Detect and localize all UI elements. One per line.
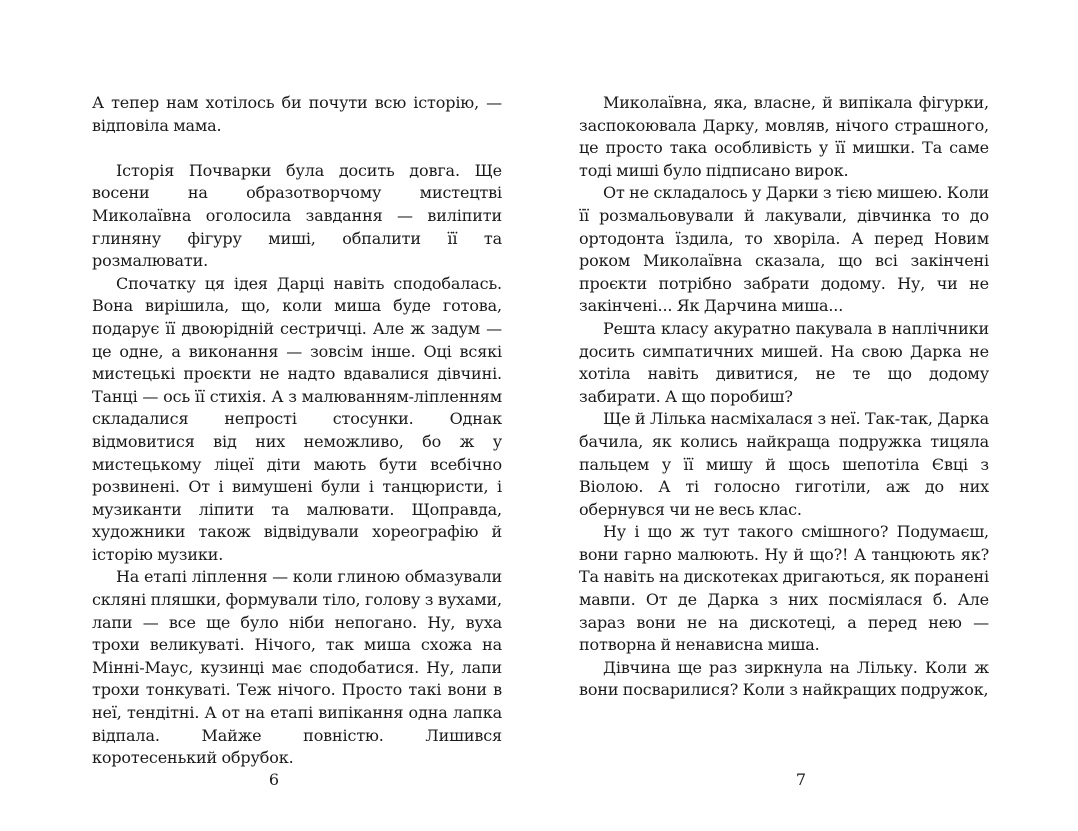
page-number-right: 7 — [795, 770, 807, 789]
paragraph: Решта класу акуратно пакувала в наплічники досить симпатичних мишей. На свою Дарка не хотіла навіть дивитися, не те що додому забирати. А що поробиш? — [579, 318, 989, 406]
paragraph: Миколаївна, яка, власне, й випікала фігурки, заспокоювала Дарку, мовляв, нічого страшного, це просто така особливість у її мишки. Та саме тоді миші було підписано вирок. — [579, 93, 989, 180]
paragraph: На етапі ліплення — коли глиною обмазували скляні пляшки, формували тіло, голову з вухами, лапи — все ще було ніби непогано. Ну, вуха трохи великуваті. Нічого, так миша схожа на Мінні-Маус, кузинці має сподобатися. Ну, лапи трохи тонкуваті. Теж нічого. Просто такі вони в неї, тендітні. А от на етапі випікання одна лапка відпала. Майже повністю. Лишився коротесенький обрубок. — [92, 567, 502, 768]
paragraph: Дівчина ще раз зиркнула на Лільку. Коли ж вони посварилися? Коли з найкращих подружок, — [579, 657, 989, 700]
left-page — [92, 92, 502, 770]
paragraph: Ще й Лілька насміхалася з неї. Так-так, Дарка бачила, як колись найкраща подружка тицяла пальцем у її мишу й щось шепотіла Євці з Віолою. А ті голосно гиготіли, аж до них обернувся чи не весь клас. — [579, 409, 989, 519]
paragraph: От не складалось у Дарки з тією мишею. Коли її розмальовували й лакували, дівчинка то до ортодонта їздила, то хворіла. А перед Новим роком Миколаївна сказала, що всі закінчені проєкти потрібно забрати додому. Ну, чи не закінчені... Як Дарчина миша... — [579, 183, 989, 316]
paragraph: Історія Почварки була досить довга. Ще восени на образотворчому мистецтві Миколаївна оголосила завдання — виліпити глиняну фігуру миші, обпалити її та розмалювати. — [92, 160, 502, 271]
paragraph: А тепер нам хотілось би почути всю історію, — відповіла мама. — [92, 93, 502, 135]
page-number-left: 6 — [268, 770, 280, 789]
right-page — [579, 92, 989, 702]
paragraph: Ну і що ж тут такого смішного? Подумаєш, вони гарно малюють. Ну й що?! А танцюють як? Та навіть на дискотеках дригаються, як поранені мавпи. От де Дарка з них посміялася б. Але зараз вони не на дискотеці, а перед нею — потворна й ненависна миша. — [579, 522, 989, 655]
paragraph: Спочатку ця ідея Дарці навіть сподобалась. Вона вирішила, що, коли миша буде готова, подарує її двоюрідній сестричці. Але ж задум — це одне, а виконання — зовсім інше. Оці всякі мистецькі проєкти не надто вдавалися дівчині. Танці — ось її стихія. А з малюванням-ліпленням складалися непрості стосунки. Однак відмовитися від них неможливо, бо ж у мистецькому ліцеї діти мають бути всебічно розвинені. От і вимушені були і танцюристи, і музиканти ліпити та малювати. Щоправда, художники також відвідували хореографію й історію музики. — [92, 273, 502, 564]
